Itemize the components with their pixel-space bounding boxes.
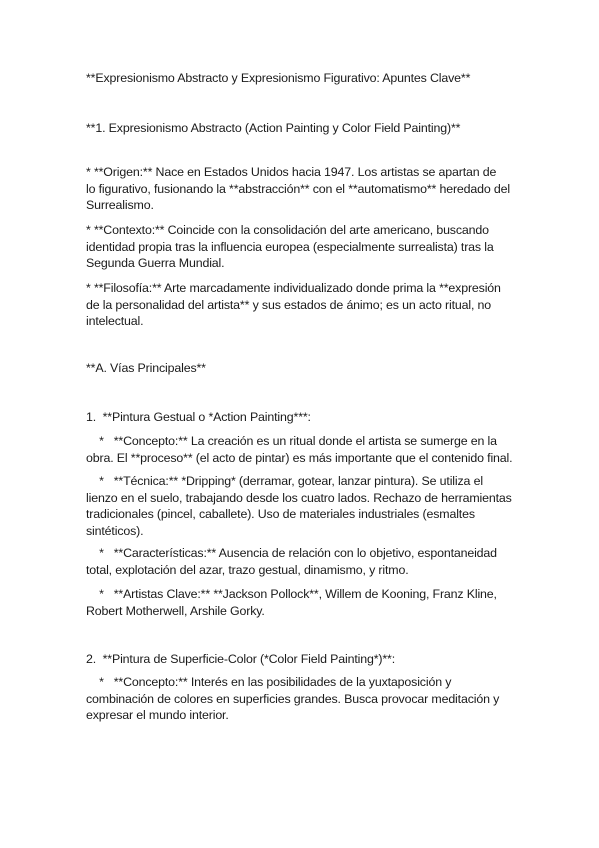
text-line: Segunda Guerra Mundial. (86, 256, 225, 270)
text-line: * **Contexto:** Coincide con la consolidación del arte americano, buscando (86, 223, 489, 237)
text-line: intelectual. (86, 314, 144, 328)
text-line: * **Concepto:** La creación es un ritual donde el artista se sumerge en la (86, 434, 497, 448)
text-line: * **Técnica:** *Dripping* (derramar, gotear, lanzar pintura). Se utiliza el (86, 474, 483, 488)
text-line: * **Concepto:** Interés en las posibilidades de la yuxtaposición y (86, 675, 452, 689)
bullet-filosofia (86, 280, 516, 330)
subsection-heading-a: **A. Vías Principales** (86, 361, 206, 375)
section-heading-1: **1. Expresionismo Abstracto (Action Painting y Color Field Painting)** (86, 121, 461, 135)
text-line: lo figurativo, fusionando la **abstracción** con el **automatismo** heredado del (86, 181, 511, 196)
text-line: expresar el mundo interior. (86, 708, 229, 722)
bullet-contexto (86, 222, 516, 272)
item-1-bullet-tecnica (86, 473, 516, 539)
item-1-bullet-caracteristicas (86, 545, 516, 578)
text-line: * **Artistas Clave:** **Jackson Pollock**, Willem de Kooning, Franz Kline, (86, 587, 497, 601)
text-line: identidad propia tras la influencia europea (especialmente surrealista) tras la (86, 239, 494, 254)
item-1-bullet-concepto (86, 433, 516, 466)
text-line: combinación de colores en superficies grandes. Busca provocar meditación y (86, 691, 500, 706)
item-2-bullet-concepto (86, 674, 516, 724)
text-line: * **Filosofía:** Arte marcadamente individualizado donde prima la **expresión (86, 281, 501, 295)
text-line: total, explotación del azar, trazo gestual, dinamismo, y ritmo. (86, 562, 409, 577)
text-line: sintéticos). (86, 523, 144, 538)
text-line: * **Características:** Ausencia de relación con lo objetivo, espontaneidad (86, 546, 497, 560)
text-line: * **Origen:** Nace en Estados Unidos hacia 1947. Los artistas se apartan de (86, 165, 497, 179)
bullet-origen (86, 164, 516, 214)
text-line: tradicionales (pincel, caballete). Uso de materiales industriales (esmaltes (86, 507, 475, 521)
text-line: obra. El **proceso** (el acto de pintar) es más importante que el contenido final. (86, 450, 513, 465)
item-1-bullet-artistas (86, 586, 516, 619)
numbered-item-1-heading: 1. **Pintura Gestual o *Action Painting***: (86, 410, 311, 424)
text-line: de la personalidad del artista** y sus estados de ánimo; es un acto ritual, no (86, 297, 492, 312)
text-line: Robert Motherwell, Arshile Gorky. (86, 603, 265, 618)
numbered-item-2-heading: 2. **Pintura de Superficie-Color (*Color Field Painting*)**: (86, 652, 396, 666)
document-title: **Expresionismo Abstracto y Expresionismo Figurativo: Apuntes Clave** (86, 71, 471, 85)
text-line: lienzo en el suelo, trabajando desde los cuatro lados. Rechazo de herramientas (86, 490, 512, 505)
text-line: Surrealismo. (86, 198, 154, 212)
